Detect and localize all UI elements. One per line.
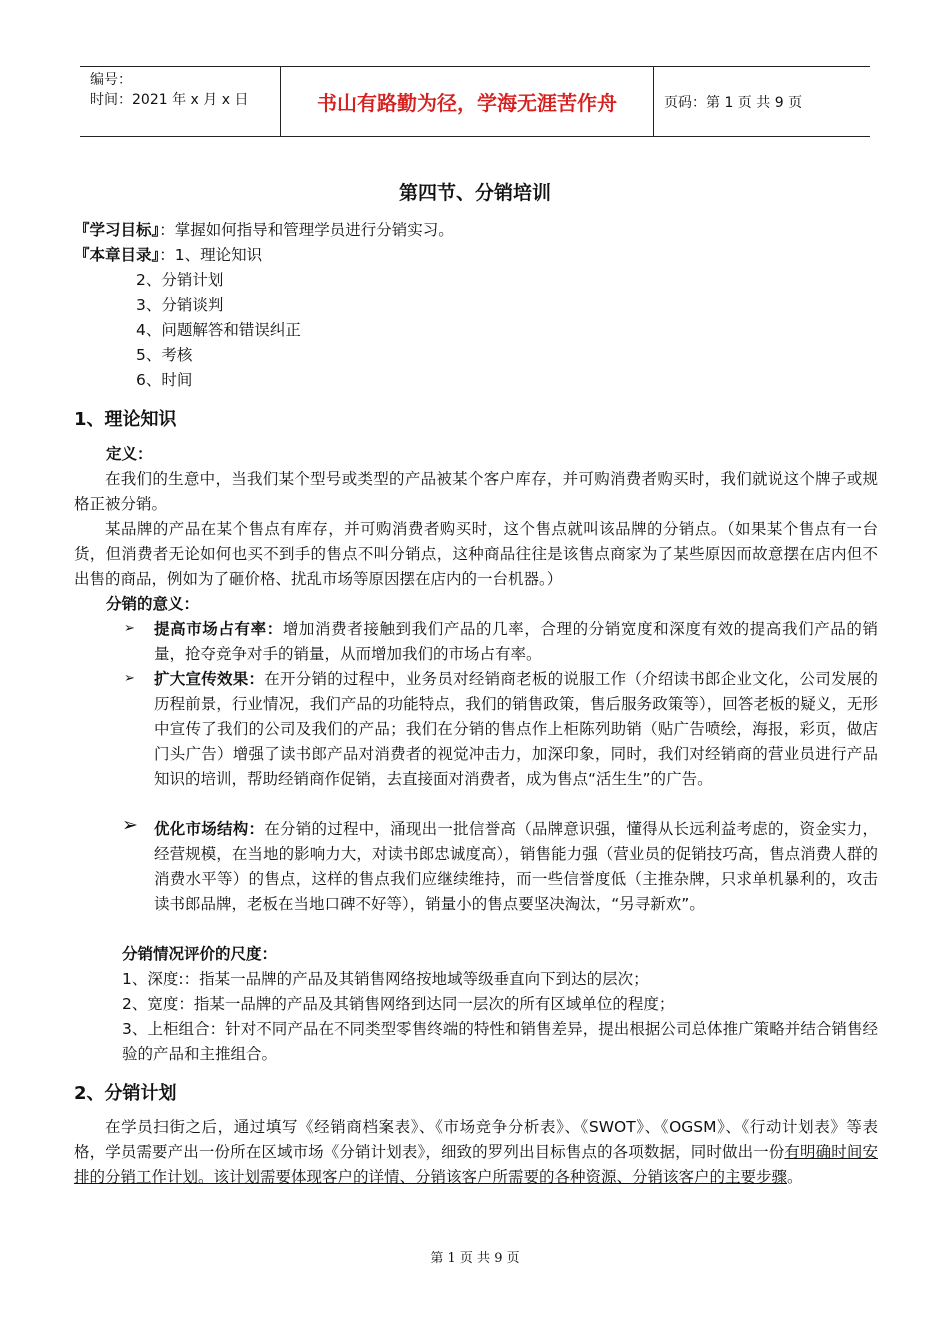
header-left-cell bbox=[90, 70, 248, 110]
toc-sep: ： bbox=[159, 246, 175, 264]
evaluation-item: 1、深度:：指某一品牌的产品及其销售网络按地域等级垂直向下到达的层次； bbox=[122, 970, 649, 988]
bullet-promotion bbox=[154, 667, 878, 792]
page-title: 第四节、分销培训 bbox=[398, 182, 551, 204]
toc-item: 6、时间 bbox=[136, 371, 193, 389]
arrow-bullet-icon: ➢ bbox=[124, 671, 135, 686]
bullet-label: 优化市场结构： bbox=[154, 820, 265, 838]
bullet-market-structure bbox=[154, 817, 878, 917]
section2-paragraph bbox=[74, 1115, 878, 1190]
header-page-info: 页码：第 1 页 共 9 页 bbox=[664, 95, 803, 111]
header-motto: 书山有路勤为径，学海无涯苦作舟 bbox=[317, 90, 617, 115]
evaluation-item: 2、宽度：指某一品牌的产品及其销售网络到达同一层次的所有区域单位的程度； bbox=[122, 995, 675, 1013]
learning-goal-label: 『学习目标』 bbox=[74, 221, 160, 239]
toc-item: 5、考核 bbox=[136, 346, 193, 364]
page-footer: 第 1 页 共 9 页 bbox=[430, 1251, 520, 1266]
header-time-label: 时间：2021 年 x 月 x 日 bbox=[90, 92, 249, 108]
section2-text: 在学员扫街之后，通过填写《经销商档案表》、《市场竞争分析表》、《SWOT》、《OGSM》、《行动计划表》等表格，学员需要产出一份所在区域市场《分销计划表》，细致的罗列出目标售点的各项数据，同时做出一份 bbox=[74, 1118, 878, 1161]
bullet-text: 在分销的过程中，涌现出一批信誉高（品牌意识强，懂得从长远利益考虑的，资金实力，经营规模，在当地的影响力大，对读书郎忠诚度高），销售能力强（营业员的促销技巧高，售点消费人群的消费水平等）的售点，这样的售点我们应继续维持，而一些信誉度低（主推杂牌，只求单机暴利的，攻击读书郎品牌，老板在当地口碑不好等），销量小的售点要坚决淘汰，“另寻新欢”。 bbox=[154, 820, 878, 913]
meaning-label: 分销的意义： bbox=[106, 595, 200, 613]
definition-paragraph-2: 某品牌的产品在某个售点有库存，并可购消费者购买时，这个售点就叫该品牌的分销点。（如果某个售点有一台货，但消费者无论如何也买不到手的售点不叫分销点，这种商品往往是该售点商家为了某些原因而故意摆在店内但不出售的商品，例如为了砸价格、扰乱市场等原因摆在店内的一台机器。） bbox=[74, 520, 878, 588]
toc-item: 4、问题解答和错误纠正 bbox=[136, 321, 301, 339]
section2-text-end: 。 bbox=[787, 1168, 803, 1186]
toc-item: 3、分销谈判 bbox=[136, 296, 224, 314]
toc-item: 1、理论知识 bbox=[174, 246, 263, 264]
header-bottom-rule bbox=[80, 136, 870, 137]
header-number-label: 编号： bbox=[90, 72, 132, 88]
toc-label: 『本章目录』 bbox=[74, 246, 160, 264]
definition-label: 定义： bbox=[106, 445, 153, 463]
arrow-bullet-icon: ➢ bbox=[122, 814, 138, 836]
section2-heading: 2、分销计划 bbox=[74, 1083, 177, 1104]
bullet-text: 增加消费者接触到我们产品的几率，合理的分销宽度和深度有效的提高我们产品的销量，抢夺竞争对手的销量，从而增加我们的市场占有率。 bbox=[154, 620, 878, 663]
learning-goal-text: 掌握如何指导和管理学员进行分销实习。 bbox=[174, 221, 454, 239]
learning-goal-sep: ： bbox=[159, 221, 175, 239]
bullet-text: 在开分销的过程中，业务员对经销商老板的说服工作（介绍读书郎企业文化，公司发展的历程前景，行业情况，我们产品的功能特点，我们的销售政策，售后服务政策等），回答老板的疑义，无形中宣传了我们的公司及我们的产品；我们在分销的售点作上柜陈列助销（贴广告喷绘，海报，彩页，做店门头广告）增强了读书郎产品对消费者的视觉冲击力，加深印象，同时，我们对经销商的营业员进行产品知识的培训，帮助经销商作促销，去直接面对消费者，成为售点“活生生”的广告。 bbox=[154, 670, 878, 788]
evaluation-item: 3、上柜组合：针对不同产品在不同类型零售终端的特性和销售差异，提出根据公司总体推广策略并结合销售经验的产品和主推组合。 bbox=[122, 1020, 878, 1063]
definition-paragraph-1: 在我们的生意中，当我们某个型号或类型的产品被某个客户库存，并可购消费者购买时，我们就说这个牌子或规格正被分销。 bbox=[74, 470, 878, 513]
arrow-bullet-icon: ➢ bbox=[124, 621, 135, 636]
bullet-label: 扩大宣传效果： bbox=[154, 670, 265, 688]
section1-heading: 1、理论知识 bbox=[74, 409, 177, 430]
toc-item: 2、分销计划 bbox=[136, 271, 224, 289]
toc-first-line bbox=[74, 243, 262, 268]
learning-goal bbox=[74, 218, 454, 243]
bullet-label: 提高市场占有率： bbox=[154, 620, 283, 638]
bullet-market-share bbox=[154, 617, 878, 667]
section2-underlined-text: 有明确时间安排的分销工作计划。该计划需要体现客户的详情、分销该客户所需要的各种资源、分销该客户的主要步骤 bbox=[74, 1143, 878, 1186]
evaluation-label: 分销情况评价的尺度： bbox=[122, 945, 278, 963]
